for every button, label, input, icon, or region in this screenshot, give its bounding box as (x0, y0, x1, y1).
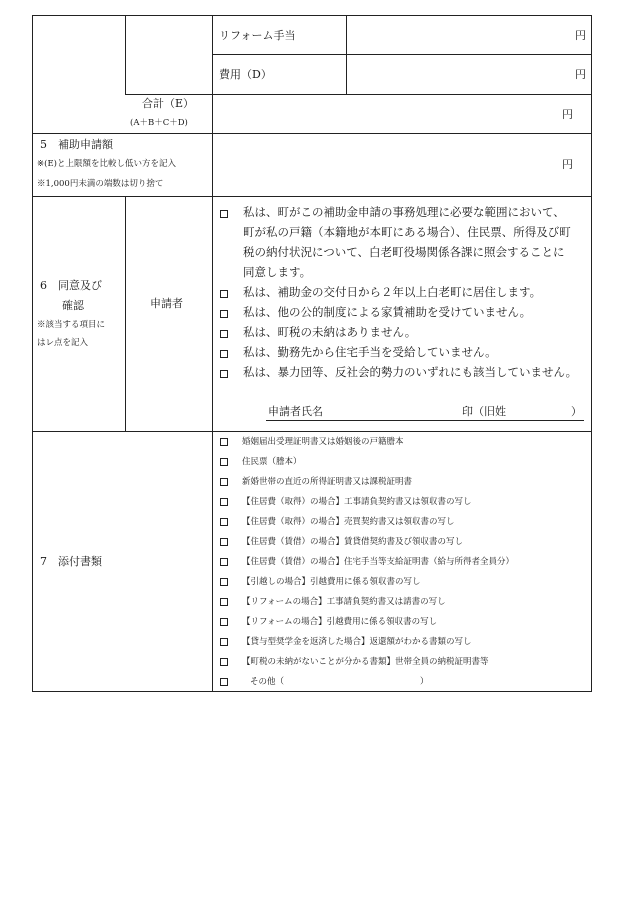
divider-col2 (212, 15, 213, 691)
attachment-other-label: その他（ (250, 677, 285, 687)
divider-col1-section6 (125, 196, 126, 431)
section6-title-2: 確認 (62, 299, 84, 312)
border-right (591, 15, 592, 691)
checkbox-box[interactable] (220, 598, 228, 606)
checkbox-box[interactable] (220, 458, 228, 466)
checkbox-box[interactable] (220, 658, 228, 666)
attachment-other-close: ） (420, 677, 429, 687)
border-left (32, 15, 33, 691)
consent-text: 町が私の戸籍（本籍地が本町にある場合）、住民票、所得及び町 (243, 225, 571, 239)
attachment-text: 新婚世帯の直近の所得証明書又は課税証明書 (242, 477, 413, 487)
checkbox-box[interactable] (220, 558, 228, 566)
attachment-text: 【住居費（取得）の場合】売買契約書又は領収書の写し (242, 517, 455, 527)
seal-close: ） (571, 405, 582, 418)
checkbox-box[interactable] (220, 438, 228, 446)
checkbox-box[interactable] (220, 578, 228, 586)
checkbox-box[interactable] (220, 618, 228, 626)
applicant-label: 申請者 (150, 297, 183, 310)
section5-yen: 円 (562, 158, 573, 171)
total-label: 合計（E） (142, 97, 195, 110)
attachment-text: 婚姻届出受理証明書又は婚姻後の戸籍謄本 (242, 437, 404, 447)
checkbox-box[interactable] (220, 498, 228, 506)
consent-text: 私は、補助金の交付日から２年以上白老町に居住します。 (243, 285, 542, 299)
row-line-total (125, 94, 592, 95)
checkbox-box[interactable] (220, 538, 228, 546)
checkbox-box[interactable] (220, 638, 228, 646)
section6-title: 6 同意及び (40, 279, 102, 292)
consent-text: 私は、暴力団等、反社会的勢力のいずれにも該当していません。 (243, 365, 578, 379)
row-line-section7 (32, 431, 592, 432)
checkbox-box[interactable] (220, 210, 228, 218)
attachment-text: 住民票（謄本） (242, 457, 302, 467)
attachment-text: 【町税の未納がないことが分かる書類】世帯全員の納税証明書等 (242, 657, 489, 667)
row-line-reform (212, 54, 592, 55)
border-top (32, 15, 592, 16)
expense-yen: 円 (575, 68, 586, 81)
border-bottom (32, 691, 592, 692)
consent-text: 私は、町がこの補助金申請の事務処理に必要な範囲において、 (243, 205, 565, 219)
attachment-text: 【貸与型奨学金を返済した場合】返還額がわかる書類の写し (242, 637, 472, 647)
divider-col1 (125, 15, 126, 94)
section6-note-2: はレ点を記入 (37, 338, 89, 348)
reform-allowance-yen: 円 (575, 29, 586, 42)
signature-label: 申請者氏名 (268, 405, 323, 418)
section6-note: ※該当する項目に (37, 320, 106, 330)
checkbox-box[interactable] (220, 350, 228, 358)
section5-title: 5 補助申請額 (40, 138, 113, 151)
checkbox-box[interactable] (220, 518, 228, 526)
attachment-text: 【引越しの場合】引越費用に係る領収書の写し (242, 577, 421, 587)
checkbox-box[interactable] (220, 330, 228, 338)
signature-line[interactable] (266, 420, 584, 421)
checkbox-box[interactable] (220, 290, 228, 298)
attachment-text: 【住居費（賃借）の場合】住宅手当等支給証明書（給与所得者全員分） (242, 557, 515, 567)
checkbox-box[interactable] (220, 478, 228, 486)
row-line-section5 (32, 133, 592, 134)
consent-text: 私は、他の公的制度による家賃補助を受けていません。 (243, 305, 532, 319)
total-formula: (A＋B＋C＋D) (130, 118, 188, 128)
seal-label: 印（旧姓 (462, 405, 506, 418)
section7-title: 7 添付書類 (40, 555, 102, 568)
checkbox-box[interactable] (220, 678, 228, 686)
consent-text: 税の納付状況について、白老町役場関係各課に照会することに (243, 245, 565, 259)
reform-allowance-label: リフォーム手当 (219, 29, 296, 42)
checkbox-box[interactable] (220, 310, 228, 318)
checkbox-box[interactable] (220, 370, 228, 378)
consent-text: 私は、町税の未納はありません。 (243, 325, 417, 339)
row-line-section6 (32, 196, 592, 197)
expense-label: 費用（D） (219, 68, 272, 81)
section5-note-lower-limit: ※(E)と上限額を比較し低い方を記入 (37, 159, 176, 169)
attachment-text: 【リフォームの場合】引越費用に係る領収書の写し (242, 617, 438, 627)
total-yen: 円 (562, 108, 573, 121)
attachment-text: 【リフォームの場合】工事請負契約書又は請書の写し (242, 597, 446, 607)
attachment-text: 【住居費（賃借）の場合】賃貸借契約書及び領収書の写し (242, 537, 464, 547)
section5-note-rounding: ※1,000円未満の端数は切り捨て (37, 179, 164, 189)
consent-text: 私は、勤務先から住宅手当を受給していません。 (243, 345, 497, 359)
consent-text: 同意します。 (243, 265, 312, 279)
attachment-text: 【住居費（取得）の場合】工事請負契約書又は領収書の写し (242, 497, 472, 507)
